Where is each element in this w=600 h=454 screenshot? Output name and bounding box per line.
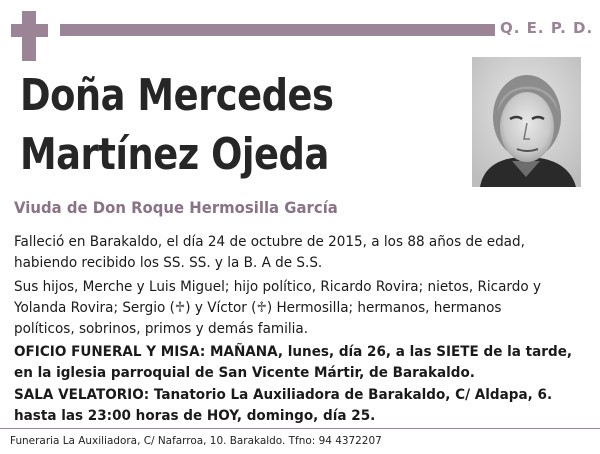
funeral-home-footer: Funeraria La Auxiliadora, C/ Nafarroa, 10. Barakaldo. Tfno: 94 4372207 (10, 434, 382, 447)
family-text-part3: ) Hermosilla; hermanos, hermanos políticos, sobrinos, primos y demás familia. (14, 300, 502, 337)
funeral-mass-paragraph: OFICIO FUNERAL Y MISA: MAÑANA, lunes, día 26, a las SIETE de la tarde, en la iglesia parroquial de San Vicente Mártir, de Barakaldo. (14, 344, 573, 381)
widow-subtitle: Viuda de Don Roque Hermosilla García (14, 198, 338, 217)
small-cross-icon: ♱ (256, 300, 267, 316)
family-paragraph (14, 277, 561, 340)
cross-icon-horizontal (11, 24, 48, 37)
header-bar (60, 24, 495, 36)
qepd-label: Q. E. P. D. (500, 19, 594, 37)
small-cross-icon: ♱ (174, 300, 186, 316)
wake-room-paragraph: SALA VELATORIO: Tanatorio La Auxiliadora de Barakaldo, C/ Aldapa, 6. hasta las 23:00 horas de HOY, domingo, día 25. (14, 387, 553, 424)
family-text-part1: Sus hijos, Merche y Luis Miguel; hijo político, Ricardo Rovira; nietos, Ricardo y Yolanda Rovira; Sergio ( (14, 279, 541, 316)
family-text-part2: ) y Víctor ( (185, 300, 257, 316)
death-notice-paragraph: Falleció en Barakaldo, el día 24 de octubre de 2015, a los 88 años de edad, habiendo recibido los SS. SS. y la B. A de S.S. (14, 234, 525, 271)
deceased-name-line2: Martínez Ojeda (20, 129, 329, 180)
deceased-name-line1: Doña Mercedes (20, 70, 334, 121)
footer-divider (0, 428, 600, 429)
portrait-photo (472, 57, 581, 187)
